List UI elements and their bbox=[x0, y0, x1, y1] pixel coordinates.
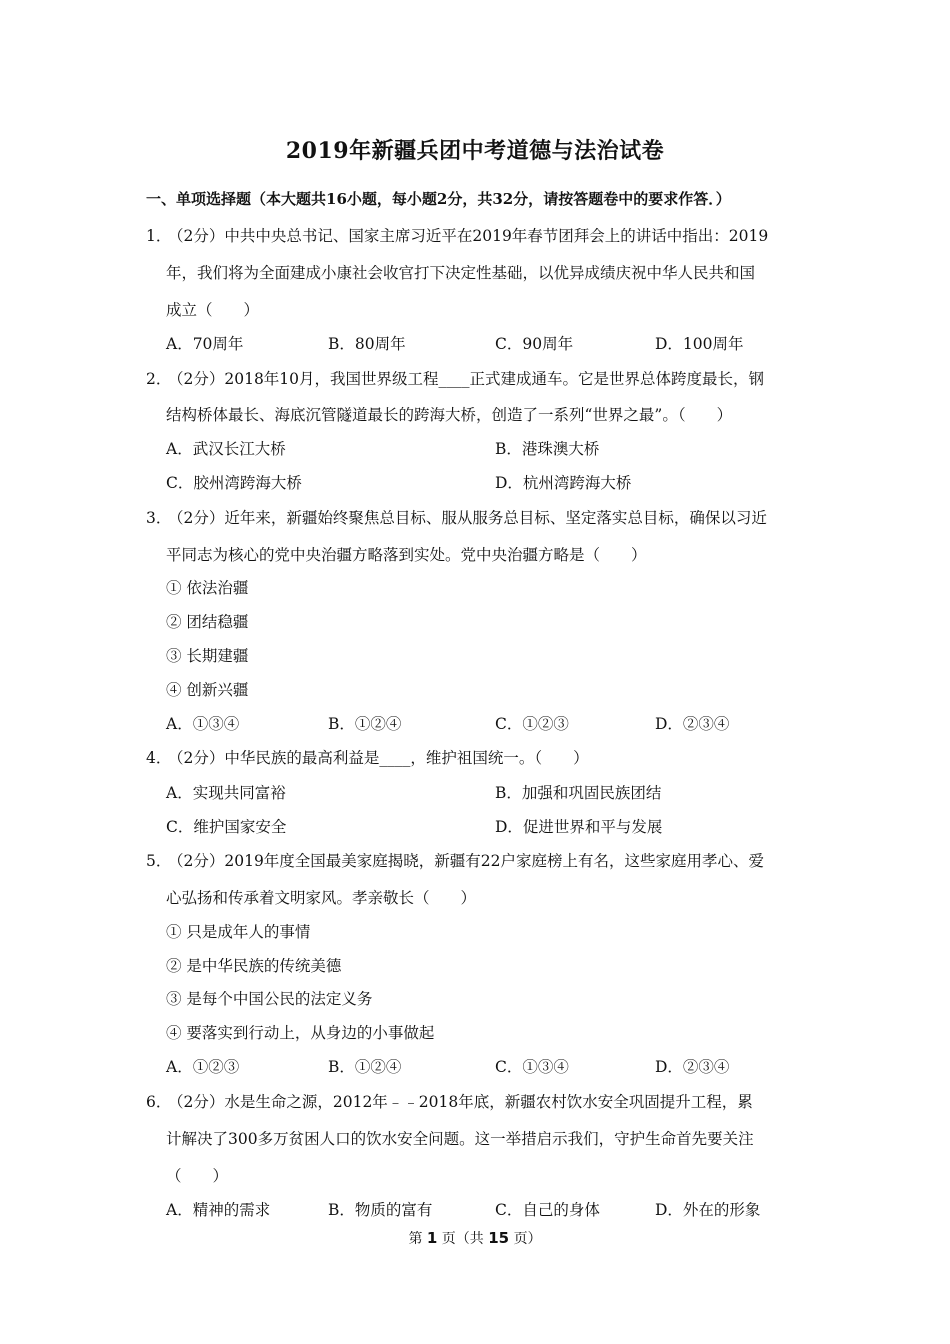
option-b[interactable]: B．加强和巩固民族团结 bbox=[495, 784, 662, 802]
question-number: 6． bbox=[146, 1093, 172, 1111]
option-b[interactable]: B．①②④ bbox=[328, 715, 402, 733]
question-text: （2分）中共中央总书记、国家主席习近平在2019年春节团拜会上的讲话中指出：2019 bbox=[168, 227, 769, 245]
question-text: （2分）2018年10月，我国世界级工程____正式建成通车。它是世界总体跨度最长，钢 bbox=[168, 370, 765, 388]
option-b[interactable]: B．港珠澳大桥 bbox=[495, 440, 600, 458]
section-heading: 一、单项选择题（本大题共16小题，每小题2分，共32分，请按答题卷中的要求作答．） bbox=[146, 190, 731, 208]
question-number: 5． bbox=[146, 852, 172, 870]
option-d[interactable]: D．杭州湾跨海大桥 bbox=[495, 474, 632, 492]
statement-item: ③ 是每个中国公民的法定义务 bbox=[166, 990, 373, 1008]
option-a[interactable]: A．武汉长江大桥 bbox=[166, 440, 286, 458]
total-page-number: 15 bbox=[488, 1229, 510, 1247]
question-number: 4． bbox=[146, 749, 172, 767]
statement-item: ④ 创新兴疆 bbox=[166, 681, 249, 699]
statement-item: ① 只是成年人的事情 bbox=[166, 923, 311, 941]
option-c[interactable]: C．维护国家安全 bbox=[166, 818, 287, 836]
question-text: 计解决了300多万贫困人口的饮水安全问题。这一举措启示我们，守护生命首先要关注 bbox=[166, 1130, 754, 1148]
question-text: 结构桥体最长、海底沉管隧道最长的跨海大桥，创造了一系列“世界之最”。（ ） bbox=[166, 406, 733, 424]
question-text: 平同志为核心的党中央治疆方略落到实处。党中央治疆方略是（ ） bbox=[166, 546, 647, 564]
question-number: 2． bbox=[146, 370, 172, 388]
question-text: 成立（ ） bbox=[166, 301, 260, 319]
option-b[interactable]: B．80周年 bbox=[328, 335, 406, 353]
option-a[interactable]: A．精神的需求 bbox=[166, 1201, 271, 1219]
option-d[interactable]: D．促进世界和平与发展 bbox=[495, 818, 663, 836]
question-text: 年，我们将为全面建成小康社会收官打下决定性基础，以优异成绩庆祝中华人民共和国 bbox=[166, 264, 756, 282]
option-d[interactable]: D．②③④ bbox=[655, 715, 730, 733]
option-d[interactable]: D．100周年 bbox=[655, 335, 744, 353]
option-a[interactable]: A．①②③ bbox=[166, 1058, 240, 1076]
question-text: （2分）近年来，新疆始终聚焦总目标、服从服务总目标、坚定落实总目标，确保以习近 bbox=[168, 509, 767, 527]
page-footer bbox=[0, 1228, 950, 1248]
statement-item: ③ 长期建疆 bbox=[166, 647, 249, 665]
statement-item: ① 依法治疆 bbox=[166, 579, 249, 597]
option-c[interactable]: C．90周年 bbox=[495, 335, 574, 353]
statement-item: ② 是中华民族的传统美德 bbox=[166, 957, 342, 975]
option-a[interactable]: A．实现共同富裕 bbox=[166, 784, 286, 802]
question-text: （ ） bbox=[166, 1167, 229, 1185]
option-d[interactable]: D．外在的形象 bbox=[655, 1201, 761, 1219]
question-number: 1． bbox=[146, 227, 172, 245]
option-a[interactable]: A．70周年 bbox=[166, 335, 244, 353]
option-c[interactable]: C．①③④ bbox=[495, 1058, 569, 1076]
option-d[interactable]: D．②③④ bbox=[655, 1058, 730, 1076]
page-title: 2019年新疆兵团中考道德与法治试卷 bbox=[285, 138, 665, 164]
question-number: 3． bbox=[146, 509, 172, 527]
option-a[interactable]: A．①③④ bbox=[166, 715, 240, 733]
question-text: （2分）2019年度全国最美家庭揭晓，新疆有22户家庭榜上有名，这些家庭用孝心、爱 bbox=[168, 852, 765, 870]
current-page-number: 1 bbox=[426, 1229, 438, 1247]
option-c[interactable]: C．胶州湾跨海大桥 bbox=[166, 474, 302, 492]
option-c[interactable]: C．①②③ bbox=[495, 715, 569, 733]
statement-item: ④ 要落实到行动上，从身边的小事做起 bbox=[166, 1024, 435, 1042]
question-text: 心弘扬和传承着文明家风。孝亲敬长（ ） bbox=[166, 889, 477, 907]
footer-prefix: 第 bbox=[408, 1231, 423, 1247]
option-c[interactable]: C．自己的身体 bbox=[495, 1201, 600, 1219]
footer-middle: 页（共 bbox=[441, 1231, 484, 1247]
footer-suffix: 页） bbox=[513, 1231, 542, 1247]
option-b[interactable]: B．①②④ bbox=[328, 1058, 402, 1076]
option-b[interactable]: B．物质的富有 bbox=[328, 1201, 433, 1219]
statement-item: ② 团结稳疆 bbox=[166, 613, 249, 631]
question-text: （2分）中华民族的最高利益是____，维护祖国统一。（ ） bbox=[168, 749, 589, 767]
question-text: （2分）水是生命之源，2012年﹣﹣2018年底，新疆农村饮水安全巩固提升工程，累 bbox=[168, 1093, 753, 1111]
